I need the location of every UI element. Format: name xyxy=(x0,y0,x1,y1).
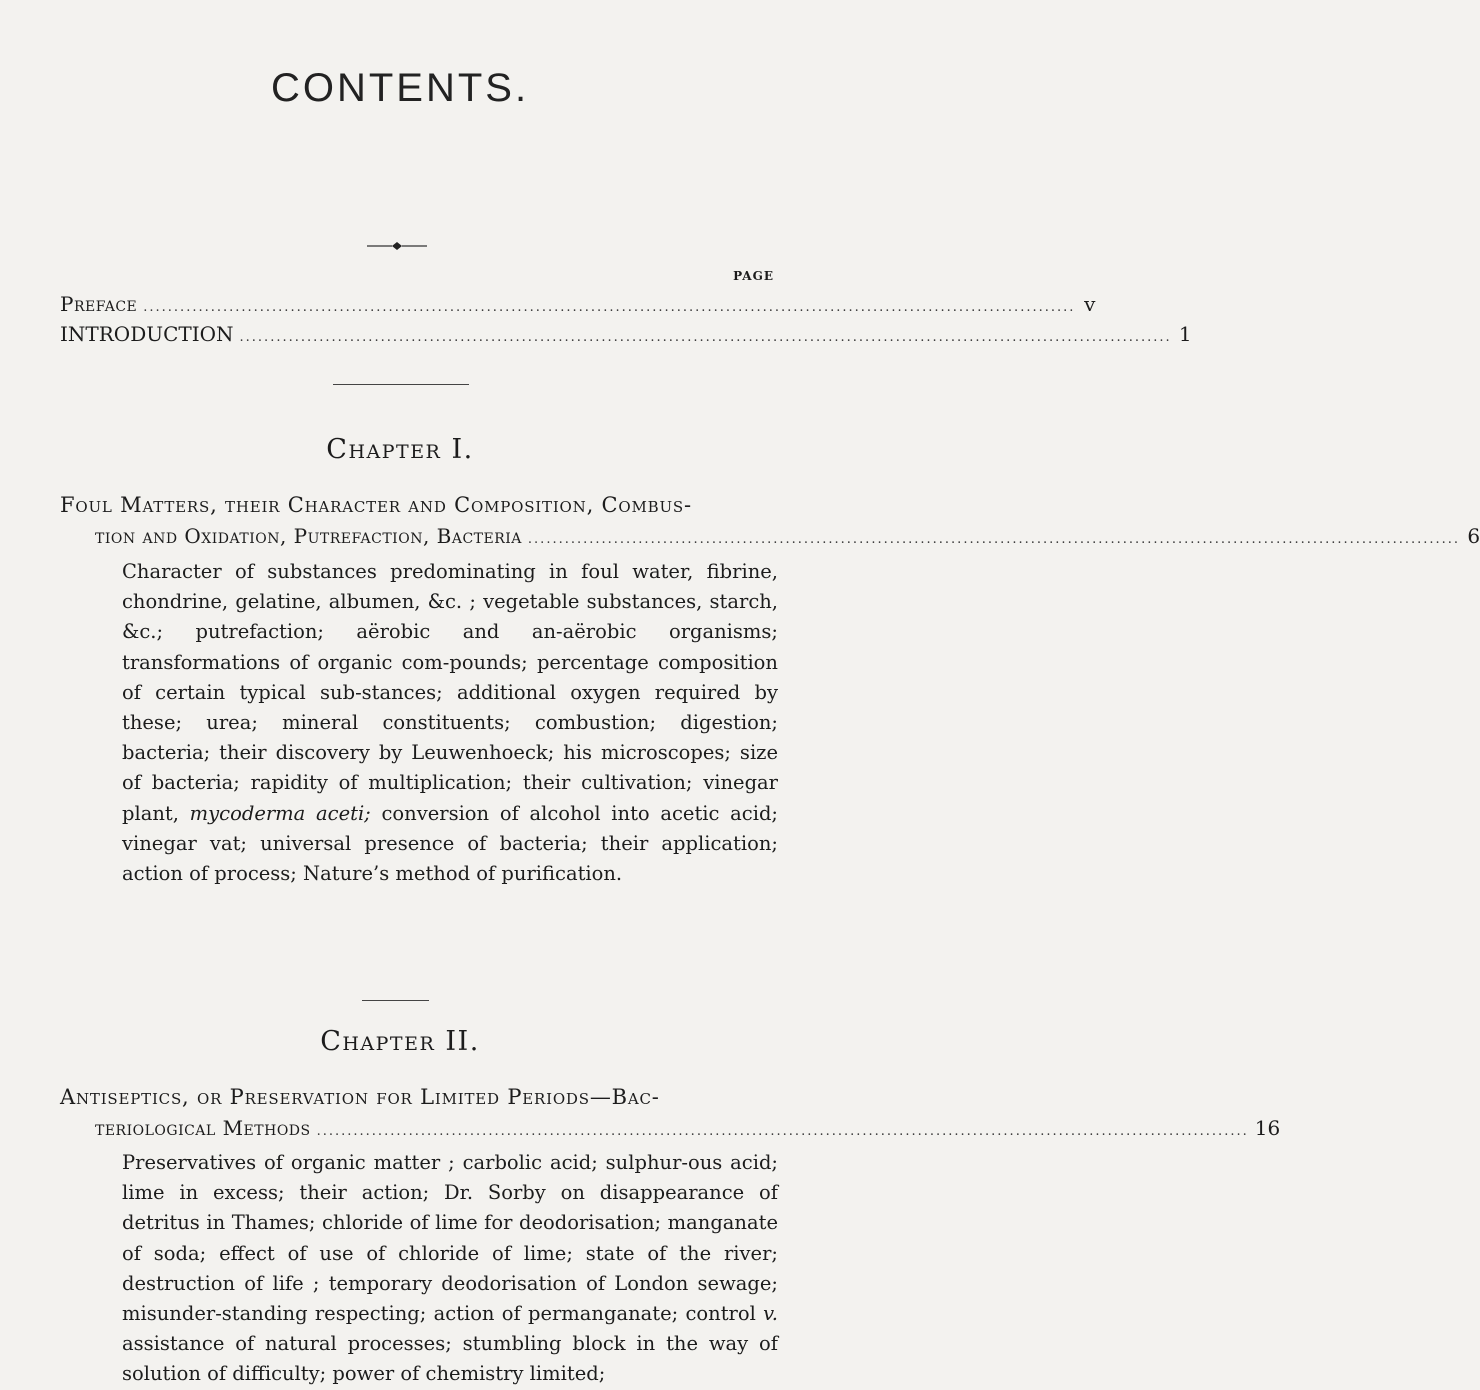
toc-entry-label: INTRODUCTION xyxy=(60,322,234,346)
toc-entry-page: 6 xyxy=(1467,524,1480,548)
chapter-summary xyxy=(122,557,778,977)
chapter-summary xyxy=(122,1148,778,1386)
toc-entry-chapter-2[interactable] xyxy=(95,1116,1281,1140)
chapter-title-line: tion and Oxidation, Putrefaction, Bacteria xyxy=(95,524,522,548)
summary-text: conversion of alcohol into acetic acid; vinegar vat; universal presence of bacteria; their application; action of process; Nature’s method of purification. xyxy=(122,801,778,886)
leader-dots: ........................................................................................................................................................ xyxy=(316,1124,1249,1139)
leader-dots: ........................................................................................................................................................ xyxy=(239,330,1172,345)
chapter-title-line: Foul Matters, their Character and Composition, Combus- xyxy=(60,493,692,517)
toc-entry-page: 1 xyxy=(1178,322,1192,346)
leader-dots: ........................................................................................................................................................ xyxy=(527,532,1461,547)
toc-entry-label: Preface xyxy=(60,292,138,316)
toc-entry-introduction[interactable] xyxy=(60,322,1192,346)
section-rule xyxy=(333,384,469,385)
page-column-header: PAGE xyxy=(733,269,774,283)
section-rule xyxy=(362,1000,429,1001)
summary-text: Character of substances predominating in foul water, fibrine, chondrine, gelatine, albumen, &c. ; vegetable substances, starch, &c.; putrefaction; aërobic and an-aërobic organisms; transformations of organic com-pounds; percentage composition of certain typical sub-stances; additional oxygen required by these; urea; mineral constituents; combustion; digestion; bacteria; their discovery by Leuwenhoeck; his microscopes; size of bacteria; rapidity of multiplication; their cultivation; vinegar plant, xyxy=(122,560,778,825)
toc-entry-page: v xyxy=(1084,292,1096,316)
toc-entry-preface[interactable] xyxy=(60,292,1096,316)
summary-italic-text: v. xyxy=(763,1302,778,1326)
chapter-title-line: Antiseptics, or Preservation for Limited Periods—Bac- xyxy=(60,1085,660,1109)
toc-entry-chapter-1[interactable] xyxy=(95,524,1480,548)
ornament-divider xyxy=(367,240,427,252)
summary-text: assistance of natural processes; stumbling block in the way of solution of difficulty; power of chemistry limited; xyxy=(122,1332,778,1386)
summary-text: Preservatives of organic matter ; carbolic acid; sulphur-ous acid; lime in excess; their action; Dr. Sorby on disappearance of detritus in Thames; chloride of lime for deodorisation; manganate of soda; effect of use of chloride of lime; state of the river; destruction of life ; temporary deodorisation of London sewage; misunder-standing respecting; action of permanganate; control xyxy=(122,1151,778,1326)
page-title: CONTENTS. xyxy=(270,66,530,110)
leader-dots: ........................................................................................................................................................ xyxy=(143,300,1076,315)
summary-italic-text: mycoderma aceti; xyxy=(189,801,371,825)
chapter-heading: Chapter II. xyxy=(320,1026,480,1057)
chapter-heading: Chapter I. xyxy=(326,434,474,465)
chapter-title-line: teriological Methods xyxy=(95,1116,311,1140)
toc-entry-page: 16 xyxy=(1254,1116,1281,1140)
